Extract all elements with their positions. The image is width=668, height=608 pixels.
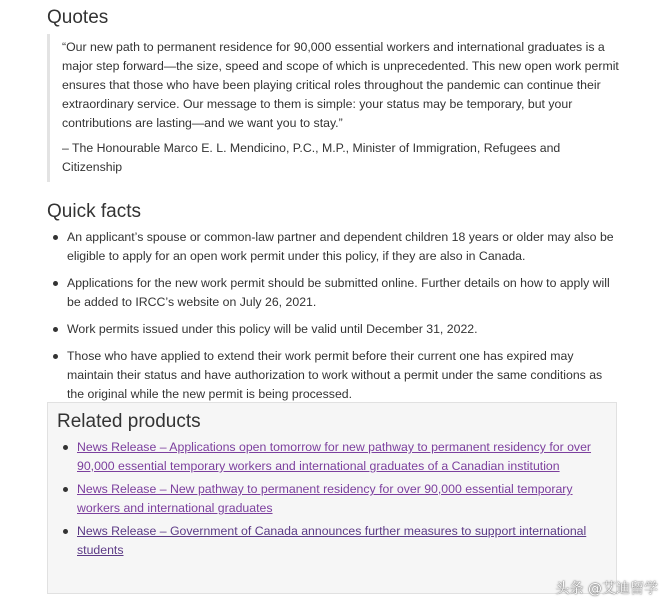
bullet-icon xyxy=(53,327,58,332)
bullet-icon xyxy=(63,445,68,450)
related-link-new-pathway[interactable]: News Release – New pathway to permanent residency for over 90,000 essential temporary workers and international graduates xyxy=(77,482,573,515)
quick-fact-text: An applicant’s spouse or common-law partner and dependent children 18 years or older may also be eligible to apply for an open work permit under this policy, if they are also in Canada. xyxy=(67,230,614,263)
bullet-icon xyxy=(63,529,68,534)
quick-fact-text: Work permits issued under this policy will be valid until December 31, 2022. xyxy=(67,322,478,336)
related-products-panel xyxy=(47,402,617,594)
quick-fact-text: Those who have applied to extend their work permit before their current one has expired may maintain their status and have authorization to work without a permit under the same conditions as the original while the new permit is being processed. xyxy=(67,349,603,401)
bullet-icon xyxy=(53,235,58,240)
related-product-item xyxy=(77,480,607,518)
quick-fact-item xyxy=(67,274,622,312)
quick-facts-heading: Quick facts xyxy=(47,201,141,222)
quote-block xyxy=(47,34,622,182)
quick-facts-list xyxy=(47,228,622,412)
quick-fact-item xyxy=(67,228,622,266)
quick-fact-item xyxy=(67,320,622,339)
watermark-label: 头条 @艾迪留学 xyxy=(555,581,658,597)
related-products-list xyxy=(57,438,607,564)
related-link-support-students[interactable]: News Release – Government of Canada announces further measures to support international students xyxy=(77,524,587,557)
bullet-icon xyxy=(53,281,58,286)
related-product-item xyxy=(77,438,607,476)
quick-fact-item xyxy=(67,347,622,404)
quotes-heading: Quotes xyxy=(47,7,109,28)
quote-text: “Our new path to permanent residence for 90,000 essential workers and international graduates is a major step forward—the size, speed and scope of which is unprecedented. This new open work permit ensures that those who have been playing critical roles throughout the pandemic can continue their extraordinary service. Our message to them is simple: your status may be temporary, but your contributions are lasting—and we want you to stay.” xyxy=(62,40,619,130)
related-link-applications-open[interactable]: News Release – Applications open tomorrow for new pathway to permanent residency for over 90,000 essential temporary workers and international graduates of a Canadian institution xyxy=(77,440,592,473)
quick-fact-text: Applications for the new work permit should be submitted online. Further details on how to apply will be added to IRCC’s website on July 26, 2021. xyxy=(67,276,610,309)
bullet-icon xyxy=(63,487,68,492)
related-products-heading: Related products xyxy=(57,411,201,432)
quote-attribution: – The Honourable Marco E. L. Mendicino, P.C., M.P., Minister of Immigration, Refugees and Citizenship xyxy=(62,141,561,174)
bullet-icon xyxy=(53,354,58,359)
related-product-item xyxy=(77,522,607,560)
